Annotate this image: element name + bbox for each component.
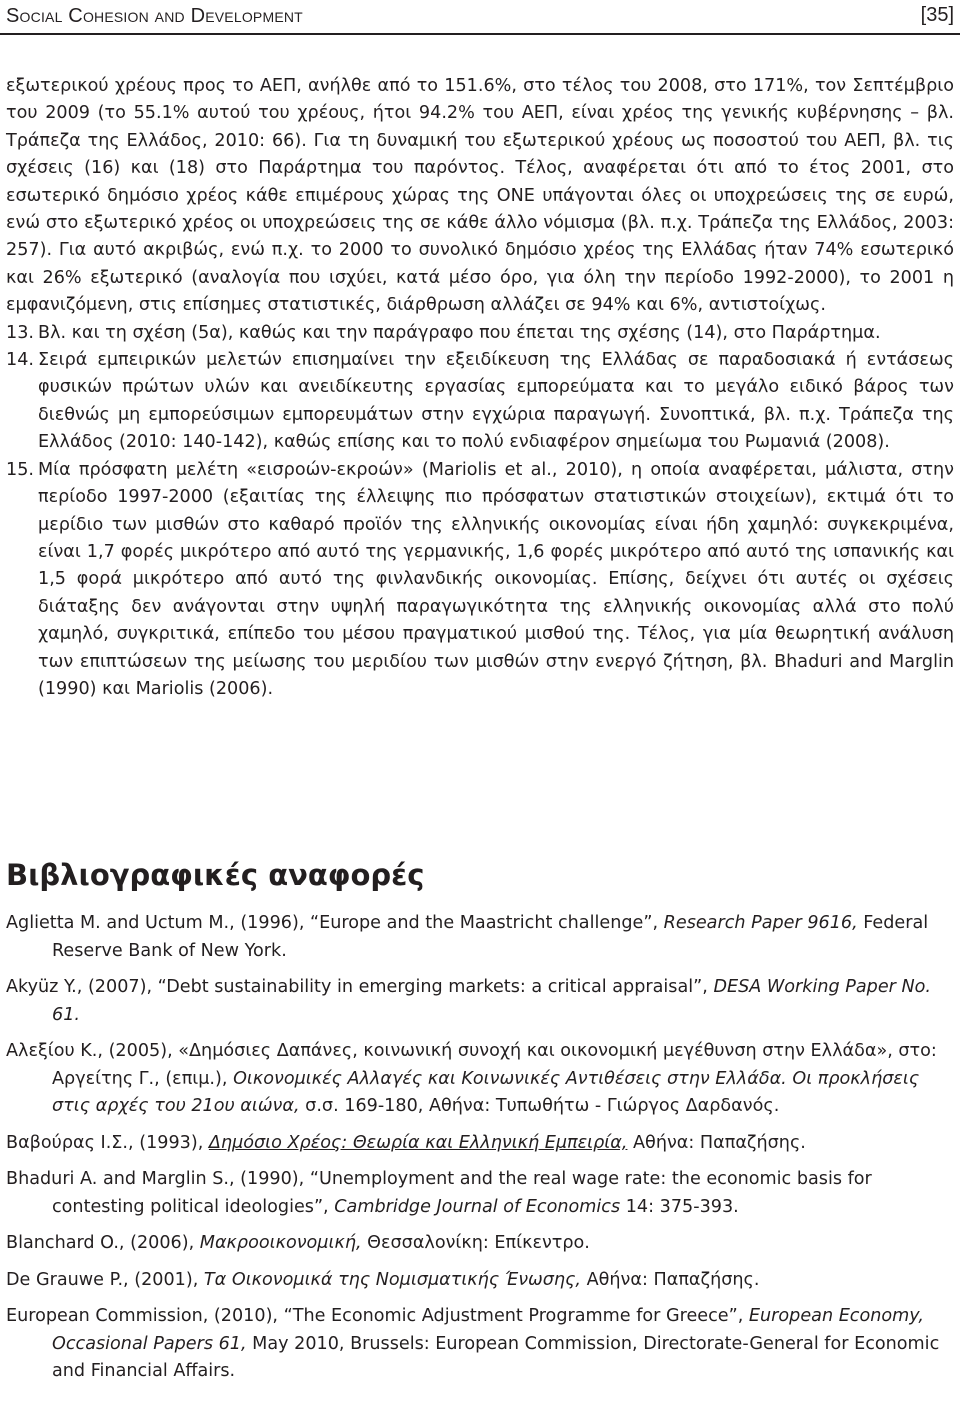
endnote-text: Μία πρόσφατη μελέτη «εισροών-εκροών» (Mariolis et al., 2010), η οποία αναφέρεται, μάλιστα, στην περίοδο 1997-2000 (εξαιτίας της έλλειψης πιο πρόσφατων στατιστικών στοιχείων), εκτιμά ότι το μερίδιο των μισθών στο καθαρό προϊόν της ελληνικής οικονομίας είναι ήδη χαμηλό: συγκεκριμένα, είναι 1,7 φορές μικρότερο από αυτό της γερμανικής, 1,6 φορές μικρότερο από αυτό της ισπανικής και 1,5 φορά μικρότερο από αυτό της φινλανδικής οικονομίας. Επίσης, δείχνει ότι αυτές οι σχέσεις διάταξης δεν ανάγονται στην υψηλή παραγωγικότητα της ελληνικής οικονομίας αλλά στο πολύ χαμηλό, συγκριτικά, επίπεδο του μέσου πραγματικού μισθού της. Τέλος, για μία θεωρητική ανάλυση των επιπτώσεων της μείωσης του μεριδίου των μισθών στην ενεργό ζήτηση, βλ. Bhaduri and Marglin (1990) και Mariolis (2006). — [38, 459, 954, 699]
endnote-text: Βλ. και τη σχέση (5α), καθώς και την παράγραφο που έπεται της σχέσης (14), στο Παράρτημα. — [38, 322, 881, 343]
reference-text: Akyüz Y., (2007), “Debt sustainability in emerging markets: a critical appraisal”, — [6, 977, 714, 997]
running-title: Social Cohesion and Development — [6, 5, 303, 27]
reference-european-commission — [6, 1303, 950, 1386]
endnote-number: 15. — [6, 459, 34, 480]
endnote-text: Σειρά εμπειρικών μελετών επισημαίνει την εξειδίκευση της Ελλάδας σε παραδοσιακά ή εντάσεως φυσικών πρώτων υλών και ανειδίκευτης εργασίας εμπορεύματα και το μεγάλο ειδικό βάρος των διεθνώς μη εμπορεύσιμων εμπορευμάτων στην εγχώρια παραγωγή. Συνοπτικά, βλ. π.χ. Τράπεζα της Ελλάδος (2010: 140-142), καθώς επίσης και το πολύ ενδιαφέρον σημείωμα του Ρωμανιά (2008). — [38, 350, 954, 453]
reference-bhaduri — [6, 1166, 950, 1221]
endnote-15 — [6, 457, 954, 704]
reference-details: 14: 375-393. — [620, 1196, 739, 1217]
reference-blanchard — [6, 1230, 950, 1258]
reference-details: Federal Reserve Bank of New York. — [52, 913, 929, 961]
reference-aglietta — [6, 910, 950, 965]
reference-text: De Grauwe P., (2001), — [6, 1269, 204, 1290]
reference-list — [6, 910, 950, 1395]
page-number: [35] — [920, 4, 954, 26]
reference-source: Τα Οικονομικά της Νομισματικής Ένωσης, — [203, 1269, 582, 1290]
endnotes — [6, 73, 954, 703]
reference-degrauwe — [6, 1267, 950, 1295]
reference-source: Δημόσιο Χρέος: Θεωρία και Ελληνική Εμπειρία, — [208, 1132, 628, 1153]
endnote-number: 13. — [6, 322, 34, 343]
reference-text: Blanchard O., (2006), — [6, 1233, 200, 1253]
running-header — [0, 0, 960, 33]
reference-vavouras — [6, 1130, 950, 1158]
reference-source: Cambridge Journal of Economics — [334, 1196, 621, 1217]
reference-text: Aglietta M. and Uctum M., (1996), “Europe and the Maastricht challenge”, — [6, 913, 664, 933]
reference-akyuz — [6, 974, 950, 1029]
reference-source: European Economy, Occasional Papers 61, — [52, 1306, 924, 1354]
endnote-13 — [6, 320, 954, 347]
endnote-number: 14. — [6, 350, 34, 371]
reference-alexiou — [6, 1038, 950, 1121]
header-rule — [0, 33, 960, 35]
reference-source: DESA Working Paper No. 61. — [52, 977, 932, 1025]
reference-source: Μακροοικονομική, — [199, 1233, 362, 1253]
reference-text: Bhaduri A. and Marglin S., (1990), “Unemployment and the real wage rate: the economic basis for contesting political ideologies”, — [6, 1169, 872, 1217]
endnote-continuation: εξωτερικού χρέους προς το ΑΕΠ, ανήλθε από το 151.6%, στο τέλος του 2008, στο 171%, τον Σεπτέμβριο του 2009 (το 55.1% αυτού του χρέους, ήτοι 94.2% του ΑΕΠ, είναι χρέος της γενικής κυβέρνησης – βλ. Τράπεζα της Ελλάδος, 2010: 66). Για τη δυναμική του εξωτερικού χρέους ως ποσοστού του ΑΕΠ, βλ. τις σχέσεις (16) και (18) στο Παράρτημα του παρόντος. Τέλος, αναφέρεται ότι από το έτος 2001, στο εσωτερικό δημόσιο χρέος κάθε επιμέρους χώρας της ΟΝΕ υπάγονται όλες οι υποχρεώσεις της σε ευρώ, ενώ στο εξωτερικό χρέος οι υποχρεώσεις της σε κάθε άλλο νόμισμα (βλ. π.χ. Τράπεζα της Ελλάδος, 2003: 257). Για αυτό ακριβώς, ενώ π.χ. το 2000 το συνολικό δημόσιο χρέος της Ελλάδας ήταν 74% εσωτερικό και 26% εξωτερικό (αναλογία που ισχύει, κατά μέσο όρο, για όλη την περίοδο 1992-2000), το 2001 η εμφανιζόμενη, στις επίσημες στατιστικές, διάρθρωση αλλάζει σε 94% και 6%, αντιστοίχως. — [6, 76, 954, 316]
reference-text: Βαβούρας Ι.Σ., (1993), — [6, 1132, 209, 1153]
bibliography-heading: Βιβλιογραφικές αναφορές — [6, 858, 425, 892]
reference-details: May 2010, Brussels: European Commission, Directorate-General for Economic and Financial Affairs. — [52, 1333, 940, 1381]
reference-source: Research Paper 9616, — [663, 913, 858, 933]
reference-text: Αλεξίου Κ., (2005), «Δημόσιες Δαπάνες, κοινωνική συνοχή και οικονομική μεγέθυνση στην Ελλάδα», στο: Αργείτης Γ., (επιμ.), — [6, 1041, 937, 1089]
reference-text: European Commission, (2010), “The Economic Adjustment Programme for Greece”, — [6, 1306, 749, 1326]
reference-details: Αθήνα: Παπαζήσης. — [627, 1132, 806, 1153]
reference-details: Θεσσαλονίκη: Επίκεντρο. — [361, 1233, 590, 1253]
reference-details: σ.σ. 169-180, Αθήνα: Τυπωθήτω - Γιώργος Δαρδανός. — [299, 1096, 780, 1116]
reference-details: Αθήνα: Παπαζήσης. — [581, 1269, 760, 1290]
reference-source: Οικονομικές Αλλαγές και Κοινωνικές Αντιθέσεις στην Ελλάδα. Οι προκλήσεις στις αρχές του 21ου αιώνα, — [52, 1068, 920, 1116]
endnote-14 — [6, 347, 954, 457]
